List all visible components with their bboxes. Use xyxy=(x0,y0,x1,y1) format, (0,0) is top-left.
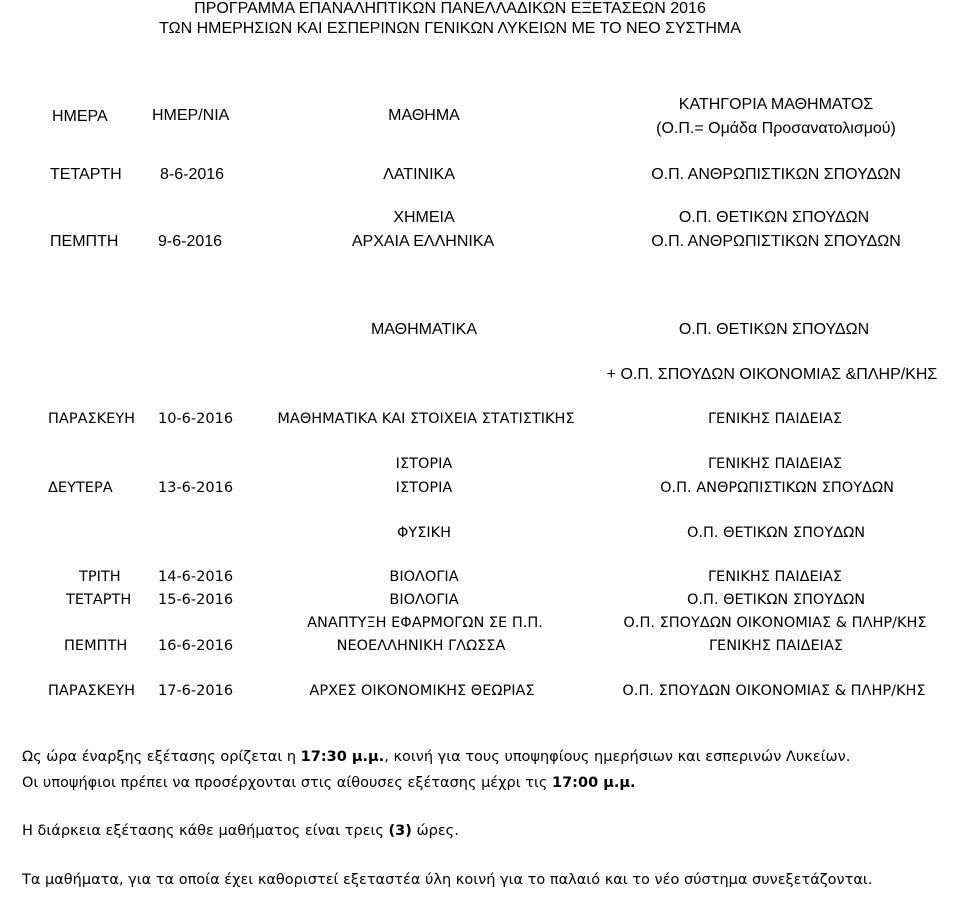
cell-subject: ΒΙΟΛΟΓΙΑ xyxy=(389,569,459,585)
cell-category: Ο.Π. ΘΕΤΙΚΩΝ ΣΠΟΥΔΩΝ xyxy=(686,525,866,541)
cell-day: ΤΕΤΑΡΤΗ xyxy=(66,592,132,608)
note-start-time xyxy=(22,748,850,766)
note-text: , κοινή για τους υποψηφίους ημερήσιων και εσπερινών Λυκείων. xyxy=(384,749,851,765)
note-hours: (3) xyxy=(388,823,412,839)
cell-date: 13-6-2016 xyxy=(158,480,234,496)
cell-category: + Ο.Π. ΣΠΟΥΔΩΝ ΟΙΚΟΝΟΜΙΑΣ &ΠΛΗΡ/ΚΗΣ xyxy=(606,366,938,383)
note-text: Οι υποψήφιοι πρέπει να προσέρχονται στις αίθουσες εξέτασης μέχρι τις xyxy=(22,775,552,791)
cell-subject: ΛΑΤΙΝΙΚΑ xyxy=(383,166,455,183)
cell-subject: ΑΡΧΑΙΑ ΕΛΛΗΝΙΚΑ xyxy=(351,233,495,250)
title-line-1: ΠΡΟΓΡΑΜΜΑ ΕΠΑΝΑΛΗΠΤΙΚΩΝ ΠΑΝΕΛΛΑΔΙΚΩΝ ΕΞΕΤΑΣΕΩΝ 2016 xyxy=(194,0,706,17)
note-duration xyxy=(22,822,459,840)
cell-category: Ο.Π. ΘΕΤΙΚΩΝ ΣΠΟΥΔΩΝ xyxy=(678,321,870,338)
cell-subject: ΧΗΜΕΙΑ xyxy=(393,209,455,226)
cell-category: Ο.Π. ΑΝΘΡΩΠΙΣΤΙΚΩΝ ΣΠΟΥΔΩΝ xyxy=(660,480,894,496)
header-category-line-2: (Ο.Π.= Ομάδα Προσανατολισμού) xyxy=(656,120,896,137)
cell-date: 8-6-2016 xyxy=(160,166,225,183)
cell-day: ΔΕΥΤΕΡΑ xyxy=(48,480,113,496)
cell-day: ΠΕΜΠΤΗ xyxy=(50,233,119,250)
header-subject: ΜΑΘΗΜΑ xyxy=(388,107,460,124)
header-date: ΗΜΕΡ/ΝΙΑ xyxy=(152,107,230,124)
cell-date: 9-6-2016 xyxy=(158,233,223,250)
header-category-line-1: ΚΑΤΗΓΟΡΙΑ ΜΑΘΗΜΑΤΟΣ xyxy=(678,96,874,113)
cell-subject: ΙΣΤΟΡΙΑ xyxy=(395,456,453,472)
cell-date: 17-6-2016 xyxy=(158,683,234,699)
cell-category: Ο.Π. ΘΕΤΙΚΩΝ ΣΠΟΥΔΩΝ xyxy=(686,592,866,608)
cell-day: ΤΕΤΑΡΤΗ xyxy=(50,166,122,183)
cell-date: 14-6-2016 xyxy=(158,569,234,585)
header-day: ΗΜΕΡΑ xyxy=(52,108,108,125)
title-line-2: ΤΩΝ ΗΜΕΡΗΣΙΩΝ ΚΑΙ ΕΣΠΕΡΙΝΩΝ ΓΕΝΙΚΩΝ ΛΥΚΕΙΩΝ ΜΕ ΤΟ ΝΕΟ ΣΥΣΤΗΜΑ xyxy=(159,20,741,37)
cell-subject: ΒΙΟΛΟΓΙΑ xyxy=(389,592,459,608)
cell-day: ΠΕΜΠΤΗ xyxy=(64,638,128,654)
cell-category: ΓΕΝΙΚΗΣ ΠΑΙΔΕΙΑΣ xyxy=(707,569,843,585)
cell-subject: ΑΝΑΠΤΥΞΗ ΕΦΑΡΜΟΓΩΝ ΣΕ Π.Π. xyxy=(307,615,543,631)
cell-category: Ο.Π. ΑΝΘΡΩΠΙΣΤΙΚΩΝ ΣΠΟΥΔΩΝ xyxy=(651,166,901,183)
note-time: 17:00 μ.μ. xyxy=(552,775,636,791)
cell-date: 16-6-2016 xyxy=(158,638,234,654)
cell-date: 10-6-2016 xyxy=(158,411,234,427)
cell-subject: ΦΥΣΙΚΗ xyxy=(396,525,452,541)
cell-date: 15-6-2016 xyxy=(158,592,234,608)
cell-subject: ΑΡΧΕΣ ΟΙΚΟΝΟΜΙΚΗΣ ΘΕΩΡΙΑΣ xyxy=(309,683,535,699)
cell-subject: ΝΕΟΕΛΛΗΝΙΚΗ ΓΛΩΣΣΑ xyxy=(336,638,506,654)
note-text: Η διάρκεια εξέτασης κάθε μαθήματος είναι τρεις xyxy=(22,823,389,839)
note-time: 17:30 μ.μ. xyxy=(300,749,385,765)
note-arrival-time xyxy=(22,774,636,792)
cell-category: Ο.Π. ΘΕΤΙΚΩΝ ΣΠΟΥΔΩΝ xyxy=(678,209,870,226)
cell-category: Ο.Π. ΑΝΘΡΩΠΙΣΤΙΚΩΝ ΣΠΟΥΔΩΝ xyxy=(651,233,901,250)
cell-category: ΓΕΝΙΚΗΣ ΠΑΙΔΕΙΑΣ xyxy=(708,638,844,654)
cell-subject: ΙΣΤΟΡΙΑ xyxy=(395,480,453,496)
cell-day: ΤΡΙΤΗ xyxy=(79,569,121,585)
note-text: Ως ώρα έναρξης εξέτασης ορίζεται η xyxy=(22,749,301,765)
note-text: ώρες. xyxy=(411,823,459,839)
cell-day: ΠΑΡΑΣΚΕΥΗ xyxy=(48,411,136,427)
cell-day: ΠΑΡΑΣΚΕΥΗ xyxy=(48,683,136,699)
note-common-syllabus: Τα μαθήματα, για τα οποία έχει καθοριστεί εξεταστέα ύλη κοινή για το παλαιό και το νέο σύστημα συνεξετάζονται. xyxy=(22,872,873,888)
cell-category: Ο.Π. ΣΠΟΥΔΩΝ ΟΙΚΟΝΟΜΙΑΣ & ΠΛΗΡ/ΚΗΣ xyxy=(623,615,927,631)
cell-category: Ο.Π. ΣΠΟΥΔΩΝ ΟΙΚΟΝΟΜΙΑΣ & ΠΛΗΡ/ΚΗΣ xyxy=(622,683,926,699)
cell-subject: ΜΑΘΗΜΑΤΙΚΑ xyxy=(370,321,478,338)
cell-subject: ΜΑΘΗΜΑΤΙΚΑ ΚΑΙ ΣΤΟΙΧΕΙΑ ΣΤΑΤΙΣΤΙΚΗΣ xyxy=(277,411,575,427)
cell-category: ΓΕΝΙΚΗΣ ΠΑΙΔΕΙΑΣ xyxy=(707,411,843,427)
cell-category: ΓΕΝΙΚΗΣ ΠΑΙΔΕΙΑΣ xyxy=(707,456,843,472)
